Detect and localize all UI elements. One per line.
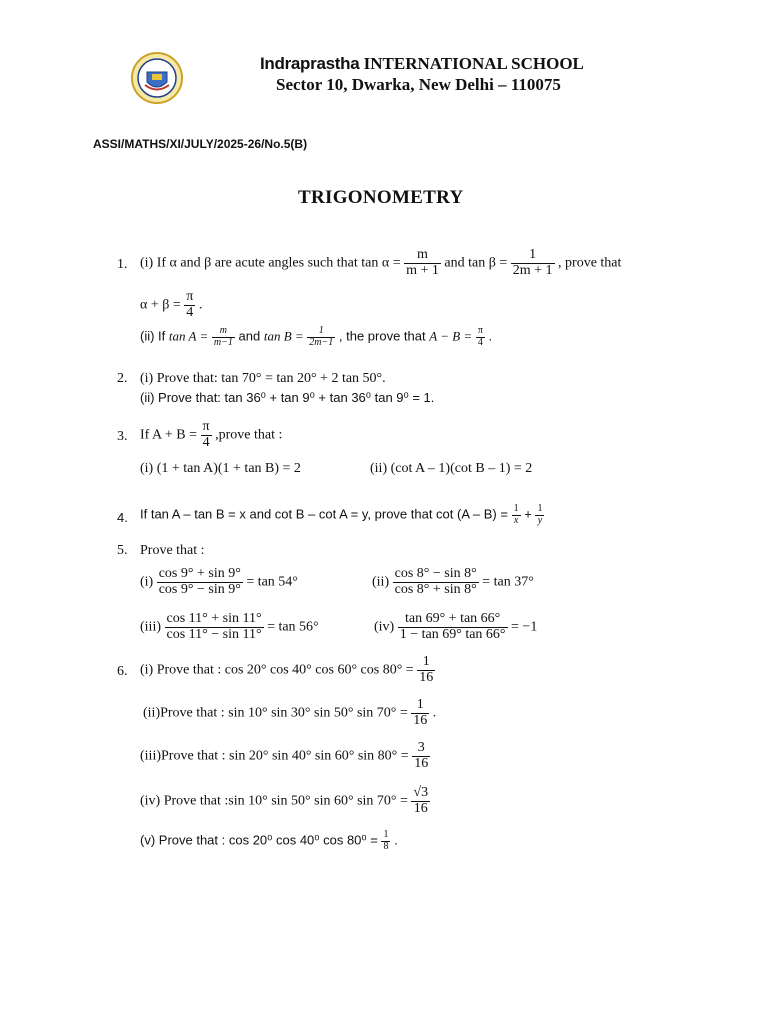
q1-i-fraction-2: $\frac{1}{2m + 1}$ [512,247,553,278]
q5-iii-rhs: = tan 56° [267,619,319,635]
q1-ii-text-h: . [488,328,493,344]
q4-fraction-1: $\frac{1}{x}$ [513,503,519,526]
q6-ii-end: . [432,705,437,721]
q6-ii-fraction: $\frac{1}{16}$ [413,697,428,728]
q4-text: If tan A – tan B = x and cot B – cot A = y, prove that cot (A – B) = [140,506,508,522]
q6-v-end: . [394,832,398,848]
q1-number: 1. [117,257,128,272]
q3-fraction: $\frac{\pi}{4}$ [202,419,210,450]
q6-part-v [140,830,398,852]
q6-part-i [140,655,435,685]
q2-part-i: (i) Prove that: tan 70° = tan 20° + 2 tan 50°. [140,371,386,386]
q3-number: 3. [117,429,128,444]
q6-part-iv [140,786,430,816]
q2-number: 2. [117,371,128,386]
q6-iii-text: (iii)Prove that : sin 20° sin 40° sin 60° sin 80° = [140,748,409,764]
q5-iii-label: (iii) [140,619,161,635]
q5-i-rhs: = tan 54° [246,574,298,590]
q5-ii-rhs: = tan 37° [482,574,534,590]
q1-ii-fraction-3: $\frac{\pi}{4}$ [477,325,483,348]
q6-iii-fraction: $\frac{3}{16}$ [414,740,429,771]
q3-part-ii: (ii) (cot A – 1)(cot B – 1) = 2 [370,461,533,476]
q1-ii-fraction-1: $\frac{m}{m-1}$ [213,325,233,348]
q3-part-i: (i) (1 + tan A)(1 + tan B) = 2 [140,461,301,476]
school-brand: Indraprastha [260,54,360,73]
q4-fraction-2: $\frac{1}{y}$ [537,503,543,526]
q6-iv-fraction: $\frac{√3}{16}$ [413,785,429,816]
q1-ii-text-e: , the prove that [338,328,426,344]
q2-part-ii: (ii) Prove that: tan 36⁰ + tan 9⁰ + tan 36⁰ tan 9⁰ = 1. [140,390,435,405]
q1-ii-fraction-2: $\frac{1}{2m-1}$ [309,325,334,348]
q5-heading: Prove that : [140,543,205,558]
q5-iv-label: (iv) [374,619,395,635]
q5-ii-fraction: $\frac{\cos 8^\circ - \sin 8^\circ}{\cos 8^\circ + \sin 8^\circ}$ [394,566,477,597]
q1-part-ii [140,326,492,348]
q5-ii-label: (ii) [372,574,390,590]
q1-i-text-d: α + β = [140,297,181,313]
q5-i-fraction: $\frac{\cos 9^\circ + \sin 9^\circ}{\cos 9^\circ - \sin 9^\circ}$ [158,566,241,597]
q5-part-iii [140,612,319,642]
q1-i-text-a: (i) If α and β are acute angles such that tan α = [140,255,401,271]
q3-text-b: ,prove that : [215,427,283,443]
q6-i-text: (i) Prove that : cos 20° cos 40° cos 60° cos 80° = [140,662,414,678]
school-name-rest: INTERNATIONAL SCHOOL [363,54,584,73]
q5-iii-fraction: $\frac{\cos 11^\circ + \sin 11^\circ}{\cos 11^\circ - \sin 11^\circ}$ [166,611,262,642]
school-name [260,54,584,74]
q3-text-a: If A + B = [140,427,198,443]
q6-v-fraction: $\frac{1}{8}$ [383,829,389,852]
q6-number: 6. [117,664,128,679]
q6-iv-text: (iv) Prove that :sin 10° sin 50° sin 60° sin 70° = [140,793,408,809]
q6-v-text: (v) Prove that : cos 20⁰ cos 40⁰ cos 80⁰ = [140,832,378,848]
q5-part-i [140,567,298,597]
q4-number: 4. [117,510,128,525]
q6-ii-text: (ii)Prove that : sin 10° sin 30° sin 50° sin 70° = [143,705,408,721]
school-address: Sector 10, Dwarka, New Delhi – 110075 [276,75,561,94]
q5-part-iv [374,612,537,642]
q1-part-i [140,248,621,278]
q1-ii-text-g: A − B = [429,328,473,344]
q1-ii-text-c: and [238,328,261,344]
q5-iv-rhs: = −1 [511,619,538,635]
q5-part-ii [372,567,534,597]
q3-statement [140,420,282,450]
q1-ii-text-d: tan B = [263,328,304,344]
q1-i-text-e: . [198,297,203,313]
school-logo [131,52,183,104]
q1-ii-text-b: tan A = [168,328,209,344]
document-code: ASSI/MATHS/XI/JULY/2025-26/No.5(B) [93,137,308,151]
q4-plus: + [524,506,532,522]
q5-i-label: (i) [140,574,154,590]
q5-iv-fraction: $\frac{\tan 69^\circ + \tan 66^\circ}{1 - \tan 69^\circ \tan 66^\circ}$ [399,611,506,642]
q4-statement [140,504,544,526]
q1-i-fraction-1: $\frac{m}{m + 1}$ [406,247,439,278]
page-title: TRIGONOMETRY [298,187,464,208]
q1-ii-text-a: (ii) If [140,328,166,344]
q1-i-text-c: , prove that [558,255,622,271]
q1-part-i-result [140,290,202,320]
q6-part-ii [143,698,436,728]
q6-part-iii [140,741,430,771]
q1-i-text-b: and tan β = [444,255,508,271]
q6-i-fraction: $\frac{1}{16}$ [419,654,434,685]
q1-i-fraction-3: $\frac{\pi}{4}$ [186,289,194,320]
q5-number: 5. [117,543,128,558]
